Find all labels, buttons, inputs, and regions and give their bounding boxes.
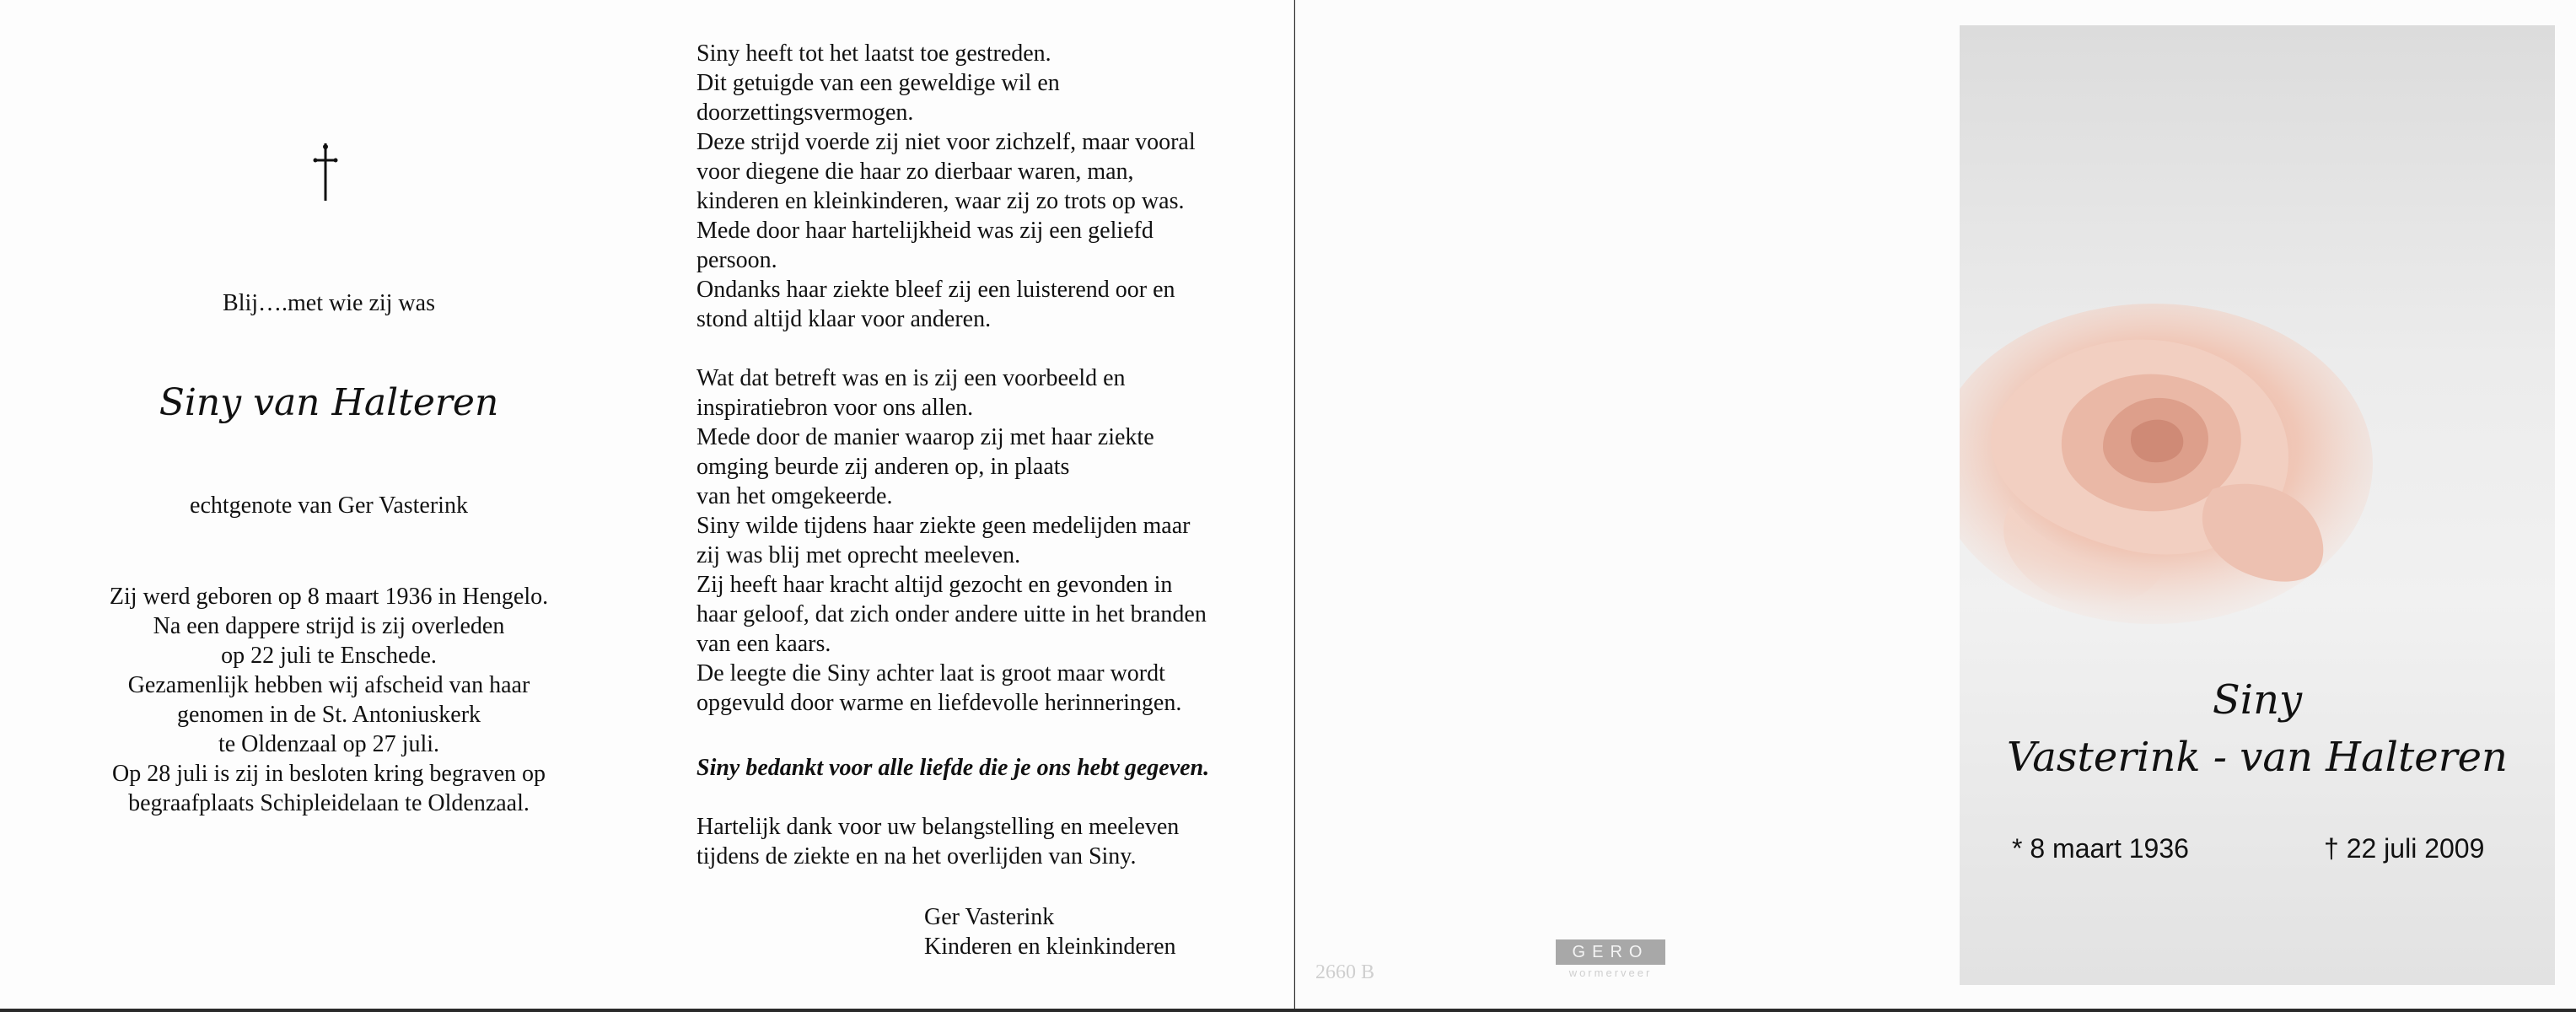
- logo-mark: GERO: [1556, 939, 1665, 965]
- tribute-line: kinderen en kleinkinderen, waar zij zo trots op was.: [696, 188, 1185, 214]
- tribute-line: omging beurde zij anderen op, in plaats: [696, 454, 1070, 480]
- closing-line: Siny bedankt voor alle liefde die je ons hebt gegeven.: [696, 755, 1210, 781]
- bio-line: begraafplaats Schipleidelaan te Oldenzaal.: [128, 790, 530, 816]
- tribute-line: Zij heeft haar kracht altijd gezocht en gevonden in: [696, 572, 1173, 598]
- tribute-line: Wat dat betreft was en is zij een voorbeeld en: [696, 365, 1126, 391]
- motto: Blij….met wie zij was: [223, 290, 435, 316]
- tribute-line: Siny heeft tot het laatst toe gestreden.: [696, 40, 1051, 67]
- tribute-line: Siny wilde tijdens haar ziekte geen medelijden maar: [696, 513, 1191, 539]
- bio-line: Op 28 juli is zij in besloten kring begraven op: [111, 761, 546, 787]
- tribute-line: haar geloof, dat zich onder andere uitte in het branden: [696, 601, 1207, 627]
- tribute-line: van het omgekeerde.: [696, 483, 893, 509]
- deceased-name: Siny van Halteren: [159, 381, 499, 424]
- tribute-line: voor diegene die haar zo dierbaar waren, man,: [696, 159, 1134, 185]
- bio-line: te Oldenzaal op 27 juli.: [218, 731, 440, 757]
- signoff-line: Kinderen en kleinkinderen: [924, 934, 1176, 960]
- tribute-text: [696, 39, 1207, 718]
- birth-date: * 8 maart 1936: [2012, 833, 2189, 864]
- tribute-line: doorzettingsvermogen.: [696, 100, 914, 126]
- tribute-line: inspiratiebron voor ons allen.: [696, 395, 974, 421]
- death-date: † 22 juli 2009: [2324, 833, 2485, 864]
- tribute-line: Dit getuigde van een geweldige wil en: [696, 70, 1060, 96]
- tribute-line: opgevuld door warme en liefdevolle herinneringen.: [696, 690, 1182, 716]
- paragraph-gap: [696, 334, 1207, 363]
- bio-line: op 22 juli te Enschede.: [221, 643, 437, 669]
- front-full-name: Vasterink - van Halteren: [2007, 734, 2508, 781]
- signoff: [924, 902, 1176, 961]
- tribute-line: Mede door de manier waarop zij met haar ziekte: [696, 424, 1154, 450]
- tribute-line: stond altijd klaar voor anderen.: [696, 306, 992, 332]
- spouse-line: echtgenote van Ger Vasterink: [190, 493, 468, 519]
- tribute-line: zij was blij met oprecht meeleven.: [696, 542, 1021, 568]
- tribute-line: van een kaars.: [696, 631, 831, 657]
- bio-line: Na een dappere strijd is zij overleden: [153, 613, 505, 639]
- tribute-line: Deze strijd voerde zij niet voor zichzelf, maar vooral: [696, 129, 1196, 155]
- thanks-text: [696, 812, 1179, 871]
- bio-line: genomen in de St. Antoniuskerk: [176, 702, 481, 728]
- logo-subtitle: wormerveer: [1568, 966, 1653, 979]
- thanks-line: tijdens de ziekte en na het overlijden van Siny.: [696, 843, 1137, 869]
- bio-line: Gezamenlijk hebben wij afscheid van haar: [127, 672, 530, 698]
- tribute-line: Mede door haar hartelijkheid was zij een geliefd: [696, 218, 1154, 244]
- biography: [51, 582, 607, 818]
- signoff-line: Ger Vasterink: [924, 904, 1055, 930]
- thanks-line: Hartelijk dank voor uw belangstelling en meeleven: [696, 814, 1180, 840]
- bio-line: Zij werd geboren op 8 maart 1936 in Hengelo.: [109, 584, 549, 610]
- printer-logo: [1556, 939, 1665, 979]
- tribute-line: De leegte die Siny achter laat is groot maar wordt: [696, 660, 1165, 686]
- rose-image: [1960, 295, 2398, 649]
- tribute-line: persoon.: [696, 247, 777, 273]
- tribute-line: Ondanks haar ziekte bleef zij een luisterend oor en: [696, 277, 1175, 303]
- product-code: 2660 B: [1315, 961, 1375, 983]
- front-first-name: Siny: [2212, 676, 2303, 724]
- cross-icon: [309, 142, 342, 202]
